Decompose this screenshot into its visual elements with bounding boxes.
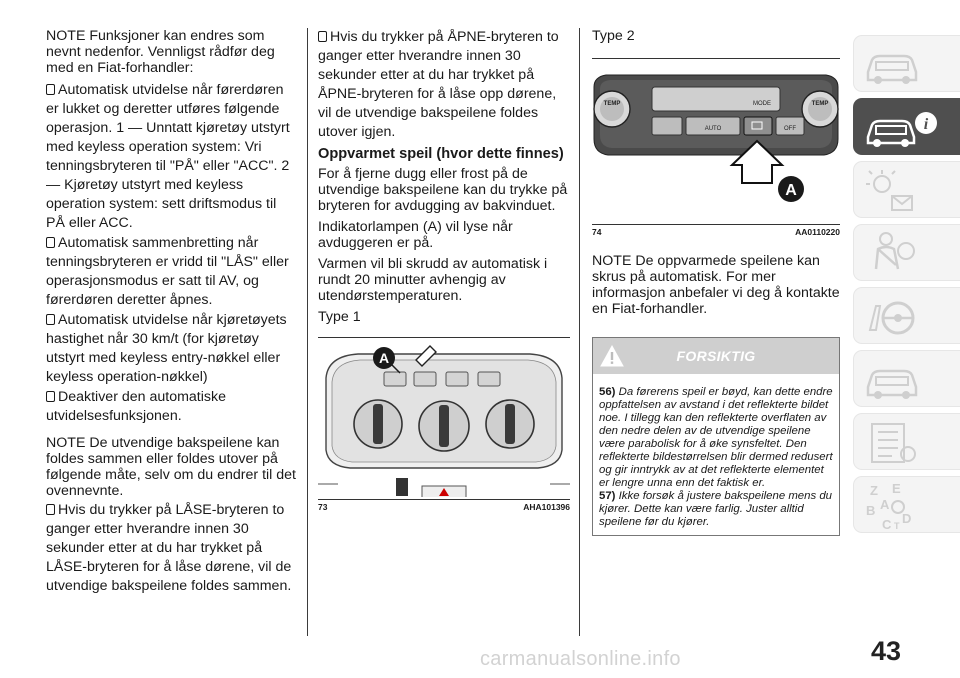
figure-code: AA0110220	[795, 227, 840, 237]
mode-label: MODE	[753, 101, 771, 107]
tab-steering-wheel[interactable]	[853, 287, 960, 344]
caution-body	[593, 374, 839, 535]
index-letter: Z	[870, 483, 878, 498]
tab-alphabetical-index[interactable]	[853, 476, 960, 533]
bullet-unlock-twice: Hvis du trykker på ÅPNE-bryteren to ganger etter hverandre innen 30 sekunder etter at du har trykket på ÅPNE-bryteren for å låse opp dørene, vil de utvendige bakspeilene foldes utover igjen.	[318, 29, 559, 140]
figure-73-caption	[318, 499, 570, 512]
watermark: carmanualsonline.info	[480, 648, 681, 670]
note-auto-heated: NOTE De oppvarmede speilene kan skrus på automatisk. For mer informasjon anbefaler vi deg å kontakte en Fiat-forhandler.	[592, 253, 840, 317]
steering-wheel-icon	[862, 292, 922, 340]
figure-number: 73	[318, 502, 328, 512]
index-letter: C	[882, 517, 892, 532]
caution-item-57: 57) Ikke forsøk å justere bakspeilene mens du kjører. Dette kan være farlig. Juster alltid speilene før du kjører.	[599, 490, 833, 528]
figure-code: AHA101396	[523, 502, 570, 512]
info-letter: i	[923, 116, 929, 133]
column-left	[46, 28, 298, 597]
temp-right-label: TEMP	[811, 101, 829, 107]
caution-item-56: 56) Da førerens speil er bøyd, kan dette endre oppfattelsen av avstand i det reflekterte bildet noe. I tillegg kan den reflekterte overflaten av den nedre delen av de utvendige speilene være parabolisk for å øke synsfeltet. Den reflekterte bildestørrelsen blir dermed redusert og gir inntrykk av at det reflekterte elementet er lengre unna enn det faktisk er.	[599, 386, 833, 489]
bullet-auto-fold: Automatisk sammenbretting når tenningsbryteren er vridd til "LÅS" eller operasjonsmodus er satt til AV, og førerdøren deretter åpnes.	[46, 235, 289, 308]
checkbox-bullet-icon	[318, 31, 327, 42]
checkbox-bullet-icon	[46, 237, 55, 248]
checkbox-bullet-icon	[46, 84, 55, 95]
index-letter: E	[892, 481, 901, 496]
auto-label: AUTO	[704, 126, 722, 132]
checkbox-bullet-icon	[46, 504, 55, 515]
figure-number: 74	[592, 227, 602, 237]
car-breakdown-icon	[862, 355, 922, 403]
paragraph-defrost: For å fjerne dugg eller frost på de utvendige bakspeilene kan du trykke på bryteren for avdugging av bakvinduet.	[318, 166, 568, 214]
chapter-tabs	[853, 35, 960, 539]
figure-73-control-panel	[318, 337, 570, 497]
callout-a: A	[785, 182, 797, 199]
index-letter: B	[866, 503, 876, 518]
caution-box	[592, 337, 840, 536]
tab-car-info[interactable]	[853, 98, 960, 155]
checkbox-bullet-icon	[46, 391, 55, 402]
type-2-label: Type 2	[592, 28, 635, 44]
bullet-lock-twice: Hvis du trykker på LÅSE-bryteren to ganger etter hverandre innen 30 sekunder etter at du har trykket på LÅSE-bryteren for å låse dørene, vil de utvendige bakspeilene foldes sammen.	[46, 502, 292, 594]
warning-lights-icon	[862, 166, 926, 214]
type-1-label: Type 1	[318, 309, 361, 325]
caution-header	[593, 338, 839, 374]
temp-left-label: TEMP	[603, 101, 621, 107]
column-divider	[307, 28, 308, 636]
section-heading: Oppvarmet speil (hvor dette finnes)	[318, 146, 564, 162]
tab-warning-lights[interactable]	[853, 161, 960, 218]
note-functions: NOTE Funksjoner kan endres som nevnt nedenfor. Vennligst rådfør deg med en Fiat-forhandler:	[46, 28, 275, 76]
tab-car-breakdown[interactable]	[853, 350, 960, 407]
callout-a: A	[378, 350, 390, 366]
climate-panel-type2-illustration	[592, 59, 840, 222]
car-info-icon	[862, 103, 942, 151]
figure-74-caption	[592, 224, 840, 237]
column-middle	[318, 28, 570, 512]
note-manual-fold: NOTE De utvendige bakspeilene kan foldes sammen eller foldes utover på følgende måte, selv om du endrer til det ovennevnte.	[46, 435, 296, 499]
figure-74-control-panel	[592, 58, 840, 222]
paragraph-auto-off: Varmen vil bli skrudd av automatisk i rundt 20 minutter avhengig av utendørstemperaturen.	[318, 256, 548, 304]
index-letter: D	[902, 511, 912, 526]
tab-specifications[interactable]	[853, 413, 960, 470]
paragraph-indicator: Indikatorlampen (A) vil lyse når avduggeren er på.	[318, 219, 513, 251]
index-letter: A	[880, 497, 890, 512]
bullet-auto-expand: Automatisk utvidelse når førerdøren er lukket og deretter utføres følgende operasjon. 1 — Unntatt kjøretøy utstyrt med keyless operation system: Vri tenningsbryteren til "PÅ" eller "ACC". 2 — Kjøretøy utstyrt med keyless operation system: sett driftsmodus til PÅ eller ACC.	[46, 82, 290, 231]
bullet-deactivate: Deaktiver den automatiske utvidelsesfunksjonen.	[46, 389, 226, 424]
index-letter: T	[894, 521, 900, 531]
caution-number: 57)	[599, 490, 616, 502]
column-right	[592, 28, 840, 536]
car-dashboard-icon	[862, 40, 922, 88]
page-number: 43	[871, 636, 902, 666]
checkbox-bullet-icon	[46, 314, 55, 325]
off-label: OFF	[784, 126, 796, 132]
tab-airbag-seatbelt[interactable]	[853, 224, 960, 281]
caution-number: 56)	[599, 386, 616, 398]
alphabetical-index-icon	[862, 481, 942, 533]
airbag-seatbelt-icon	[862, 229, 922, 277]
climate-panel-type1-illustration	[318, 338, 570, 497]
tab-car-dashboard[interactable]	[853, 35, 960, 92]
bullet-auto-expand-speed: Automatisk utvidelse når kjøretøyets hastighet når 30 km/t (for kjøretøy utstyrt med keyless entry-nøkkel eller keyless operation-nøkkel)	[46, 312, 287, 385]
specifications-list-icon	[862, 418, 922, 466]
column-divider	[579, 28, 580, 636]
caution-title: FORSIKTIG	[676, 348, 756, 364]
